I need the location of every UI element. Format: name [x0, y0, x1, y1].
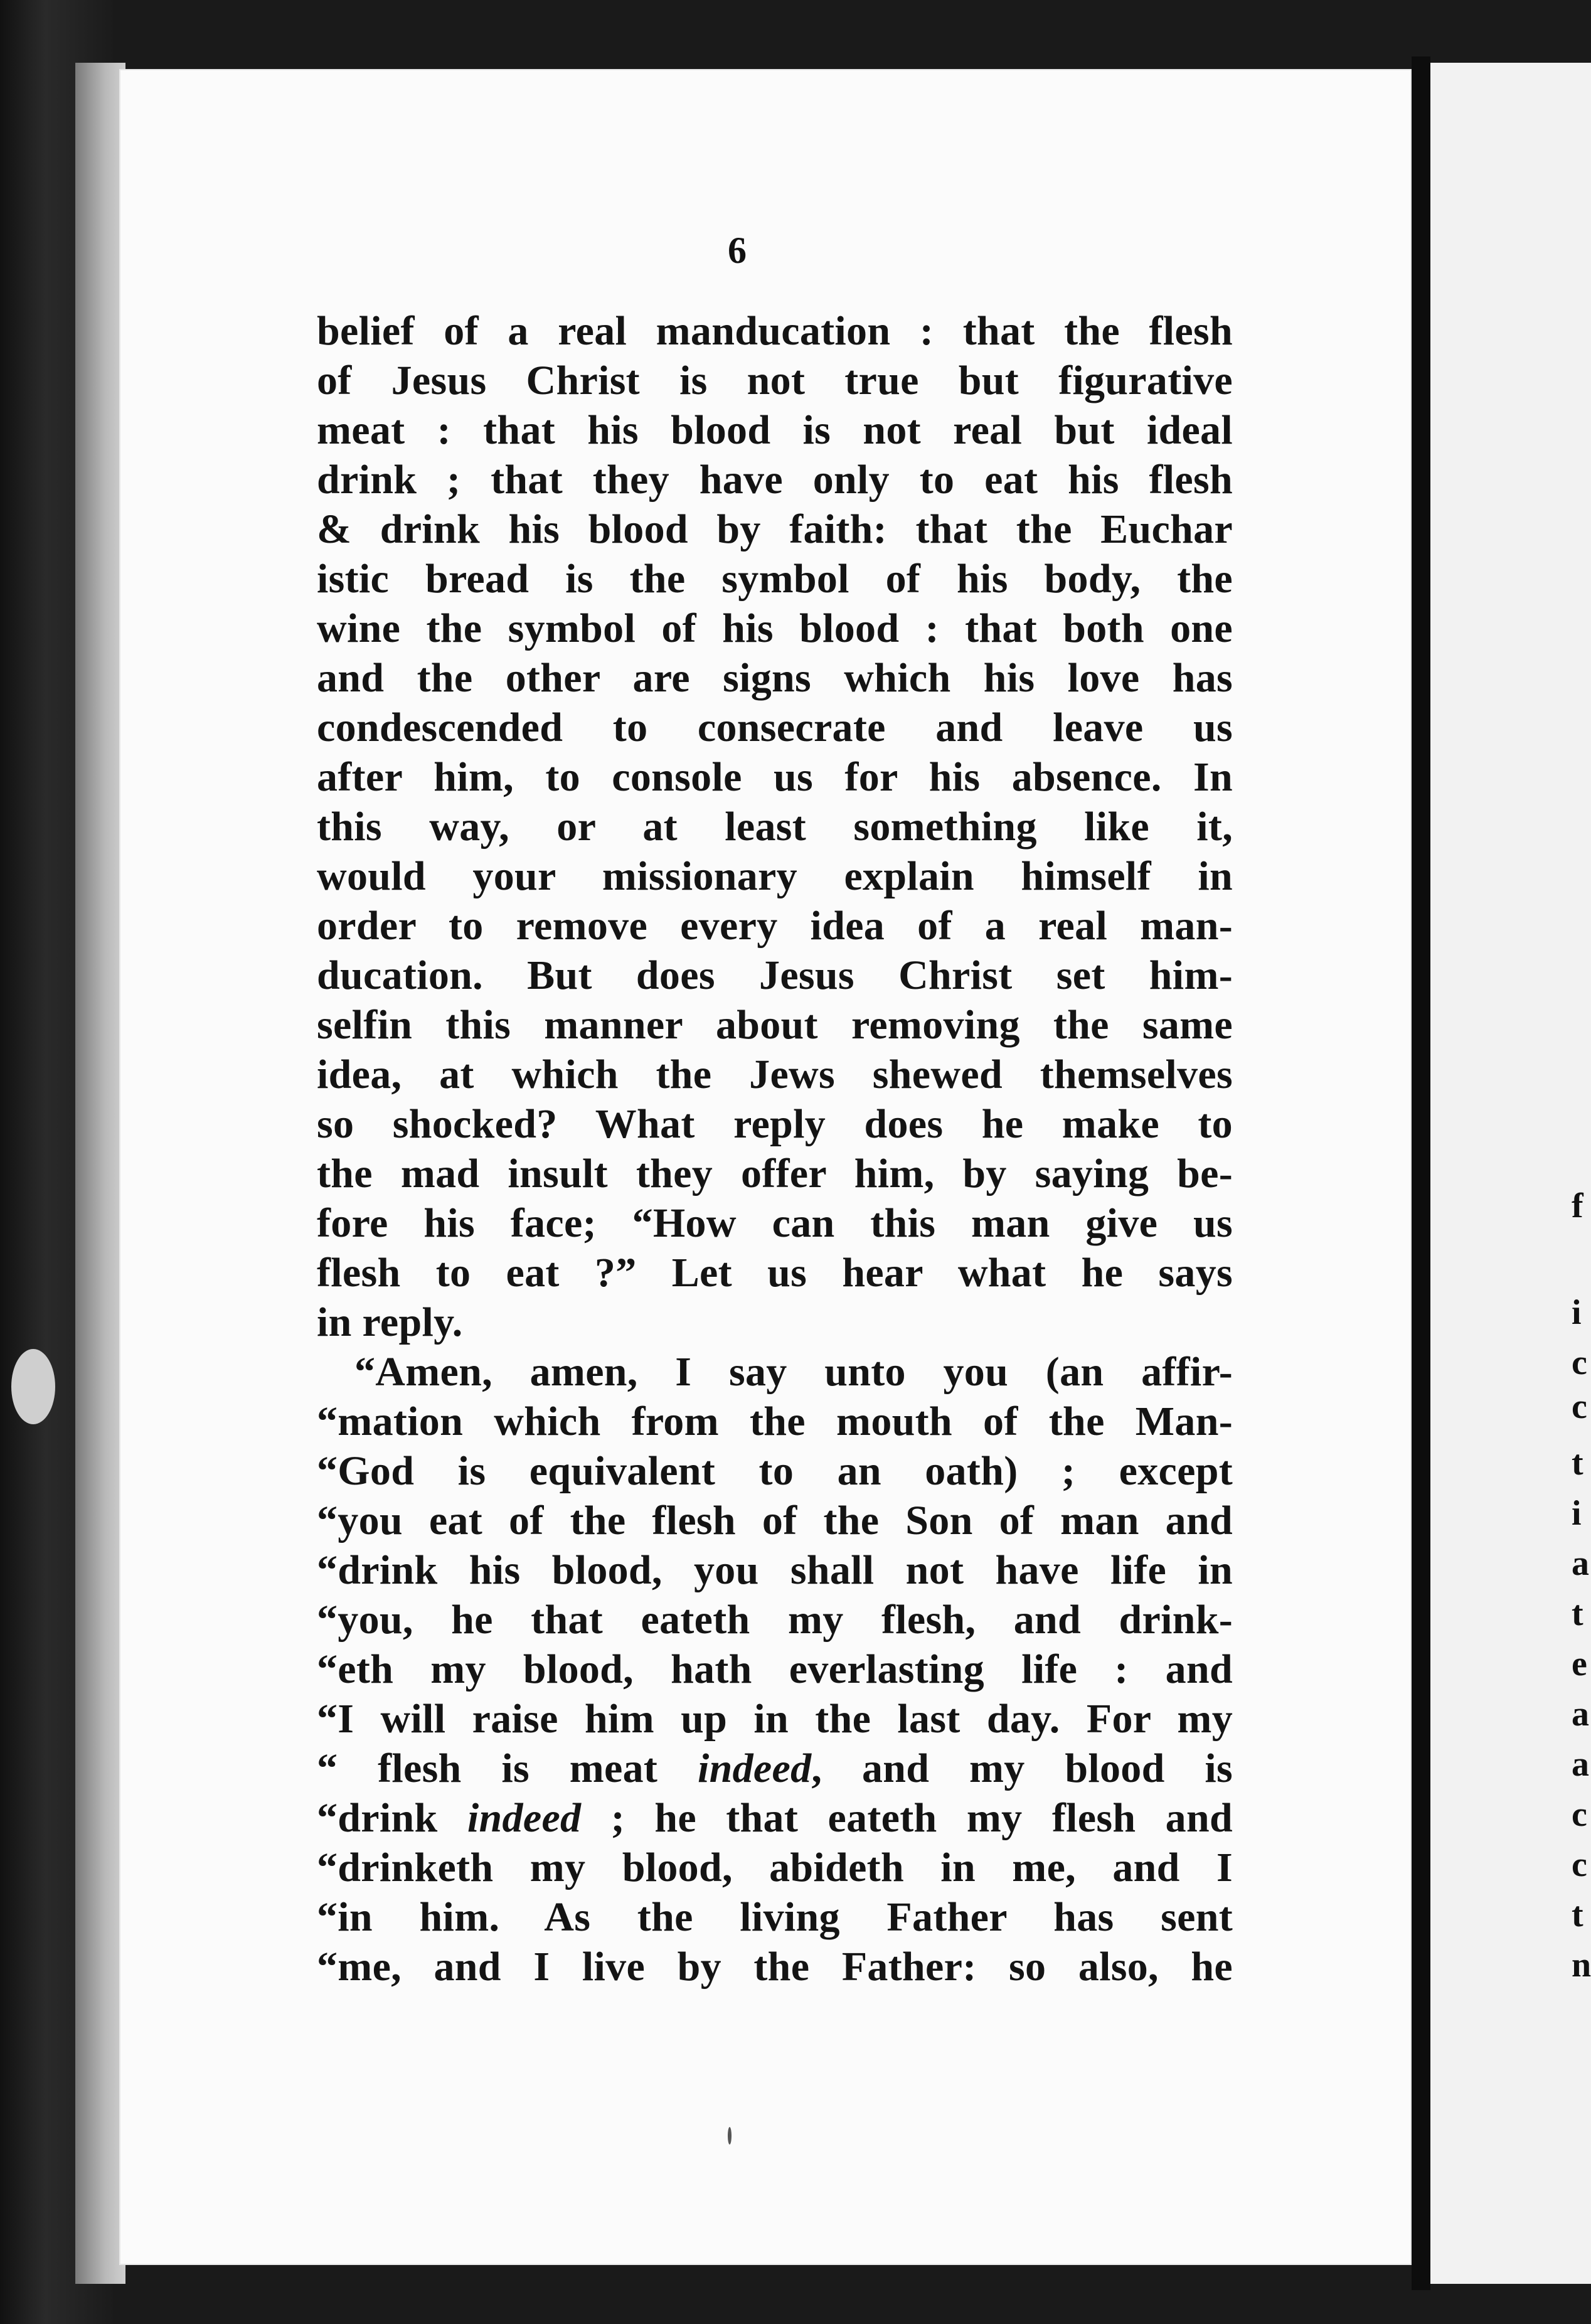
text-line: “drink indeed ; he that eateth my flesh and: [317, 1795, 1233, 1841]
body-text: [317, 306, 1233, 1991]
text-line: “you eat of the flesh of the Son of man and: [317, 1498, 1233, 1543]
text-line: idea, at which the Jews shewed themselves: [317, 1052, 1233, 1097]
facing-page-letter: t: [1572, 1594, 1583, 1633]
facing-page-letter: a: [1572, 1695, 1589, 1734]
italic-word: indeed: [697, 1746, 812, 1791]
facing-page-letter: i: [1572, 1494, 1582, 1533]
facing-page-letter: i: [1572, 1293, 1582, 1332]
facing-page-letter: c: [1572, 1343, 1587, 1382]
text-line: fore his face; “How can this man give us: [317, 1200, 1233, 1246]
italic-word: indeed: [467, 1795, 582, 1841]
text-line: would your missionary explain himself in: [317, 853, 1233, 899]
facing-page-letter: c: [1572, 1795, 1587, 1834]
text-line: wine the symbol of his blood : that both one: [317, 605, 1233, 651]
text-line: after him, to console us for his absence. In: [317, 754, 1233, 800]
page-edge-strip: [75, 63, 125, 2284]
facing-page-letter: f: [1572, 1186, 1583, 1225]
text-line: in reply.: [317, 1299, 463, 1345]
text-line: selfin this manner about removing the same: [317, 1002, 1233, 1048]
scan-blemish: [11, 1349, 55, 1424]
text-line: “I will raise him up in the last day. For my: [317, 1696, 1233, 1742]
text-line: so shocked? What reply does he make to: [317, 1101, 1233, 1147]
text-line: this way, or at least something like it,: [317, 804, 1233, 850]
text-line: order to remove every idea of a real man-: [317, 903, 1233, 949]
text-line: istic bread is the symbol of his body, the: [317, 556, 1233, 602]
text-line: “you, he that eateth my flesh, and drink-: [317, 1597, 1233, 1643]
text-line: “Amen, amen, I say unto you (an affir-: [354, 1349, 1233, 1395]
text-line: ducation. But does Jesus Christ set him-: [317, 952, 1233, 998]
facing-page-letter: c: [1572, 1387, 1587, 1426]
text-line: and the other are signs which his love has: [317, 655, 1233, 701]
facing-page-letter: a: [1572, 1544, 1589, 1583]
text-line: condescended to consecrate and leave us: [317, 705, 1233, 750]
facing-page-letter: n: [1572, 1946, 1591, 1985]
facing-page-letter: c: [1572, 1845, 1587, 1884]
text-line: “ flesh is meat indeed, and my blood is: [317, 1746, 1233, 1791]
facing-page: [1430, 63, 1591, 2284]
scan-blemish: [728, 2127, 732, 2145]
facing-page-letter: t: [1572, 1444, 1583, 1483]
text-line: “in him. As the living Father has sent: [317, 1894, 1233, 1940]
text-line: the mad insult they offer him, by saying be-: [317, 1151, 1233, 1197]
text-line: meat : that his blood is not real but ideal: [317, 407, 1233, 453]
text-line: belief of a real manducation : that the flesh: [317, 308, 1233, 354]
text-line: “drinketh my blood, abideth in me, and I: [317, 1845, 1233, 1890]
page-number: 6: [728, 230, 747, 271]
text-line: “me, and I live by the Father: so also, he: [317, 1944, 1233, 1990]
text-line: flesh to eat ?” Let us hear what he says: [317, 1250, 1233, 1296]
facing-page-letter: t: [1572, 1895, 1583, 1934]
text-line: “God is equivalent to an oath) ; except: [317, 1448, 1233, 1494]
text-line: of Jesus Christ is not true but figurative: [317, 358, 1233, 403]
text-line: & drink his blood by faith: that the Euchar: [317, 506, 1233, 552]
facing-page-letter: e: [1572, 1644, 1587, 1683]
text-line: drink ; that they have only to eat his flesh: [317, 457, 1233, 503]
text-line: “mation which from the mouth of the Man-: [317, 1399, 1233, 1444]
text-line: “drink his blood, you shall not have life in: [317, 1547, 1233, 1593]
text-line: “eth my blood, hath everlasting life : and: [317, 1646, 1233, 1692]
gutter-shadow: [1412, 56, 1430, 2290]
facing-page-letter: a: [1572, 1745, 1589, 1784]
